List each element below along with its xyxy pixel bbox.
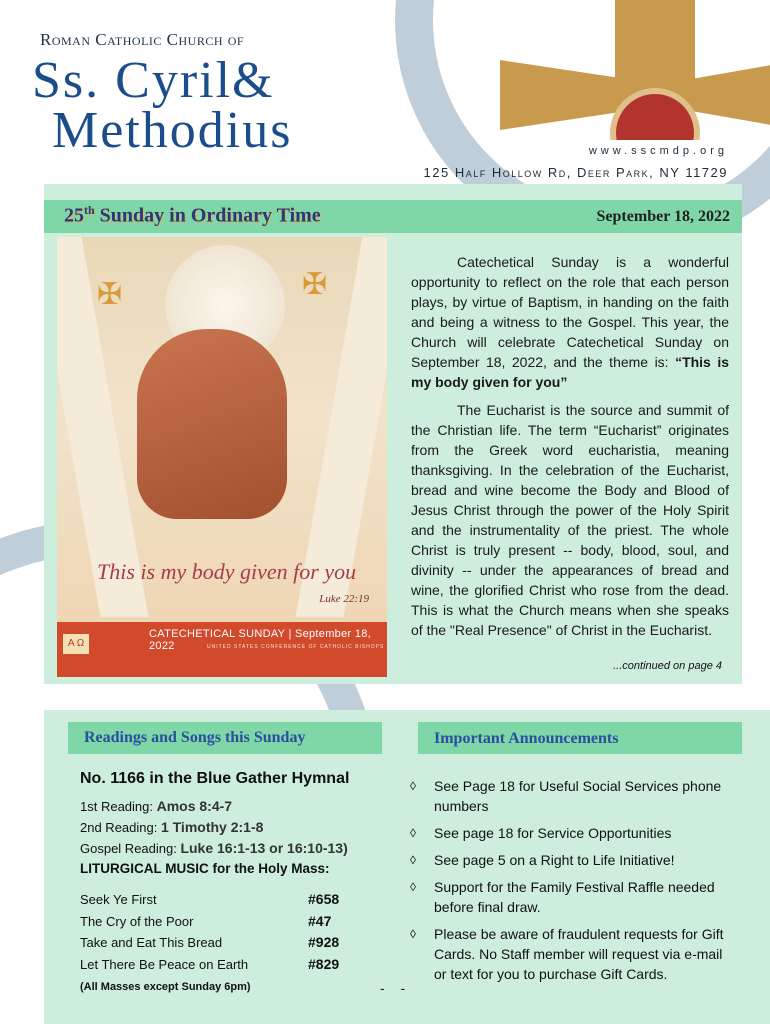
decorative-cross (440, 0, 770, 140)
feature-article (411, 252, 729, 640)
readings-section (80, 770, 380, 993)
diamond-bullet-icon: ◊ (410, 880, 416, 894)
poster-band-title: CATECHETICAL SUNDAY | September 18, 2022 (149, 628, 372, 652)
diamond-bullet-icon: ◊ (410, 853, 416, 867)
announcement-item: ◊ Support for the Family Festival Raffle needed before final draw. (410, 879, 715, 915)
church-name-line2: Methodius (52, 102, 293, 159)
song-row: Let There Be Peace on Earth #829 (80, 955, 340, 972)
contact-block (424, 145, 728, 180)
cross-ornament-icon: ✠ (302, 268, 328, 301)
church-subtitle: Roman Catholic Church of (40, 30, 245, 49)
masthead (32, 30, 420, 159)
article-paragraph: The Eucharist is the source and summit of the Christian life. The term “Eucharist” originates from the Greek word eucharistia, meaning thanksgiving. In the celebration of the Eucharist, bread and wine become the Body and Blood of Jesus Christ through the power of the Holy Spirit and the instrumentality of the priest. The whole Christ is truly present -- body, blood, soul, and divinity -- under the appearances of bread and wine, the glorified Christ who rose from the dead. This is what the Church means when she speaks of the "Real Presence" of Christ in the Eucharist. (411, 402, 729, 638)
poster-band (57, 622, 387, 677)
article-paragraph: Catechetical Sunday is a wonderful opportunity to reflect on the role that each person plays, by virtue of Baptism, in handing on the faith and being a witness to the Gospel. This year, the Church will celebrate Catechetical Sunday on September 18, 2022, and the theme is: “This is my body given for you” (411, 254, 729, 390)
poster-band-sub: UNITED STATES CONFERENCE OF CATHOLIC BISHOPS (207, 644, 385, 650)
website-link[interactable]: www.sscmdp.org (588, 145, 728, 157)
hymnal-number: No. 1166 in the Blue Gather Hymnal (80, 770, 350, 787)
cross-ornament-icon: ✠ (97, 278, 123, 311)
church-name-line1: Ss. Cyril& (32, 52, 275, 109)
announcement-item: ◊ See page 5 on a Right to Life Initiative! (410, 852, 675, 868)
alpha-omega-logo: A Ω (63, 634, 89, 654)
announcement-item: ◊ See Page 18 for Useful Social Services phone numbers (410, 778, 722, 814)
diamond-bullet-icon: ◊ (410, 779, 416, 793)
first-reading: 1st Reading: Amos 8:4-7 (80, 798, 233, 814)
diamond-bullet-icon: ◊ (410, 826, 416, 840)
song-row: Seek Ye First #658 (80, 891, 340, 907)
poster-quote: This is my body given for you (97, 559, 357, 584)
page-marker: - - (380, 980, 412, 996)
issue-date: September 18, 2022 (596, 208, 730, 225)
announcement-item: ◊ Please be aware of fraudulent requests for Gift Cards. No Staff member will request via e-mail or text for you to purchase Gift Cards. (410, 926, 724, 982)
song-row: The Cry of the Poor #47 (80, 912, 332, 929)
gospel-reading: Gospel Reading: Luke 16:1-13 or 16:10-13) (80, 840, 348, 856)
diamond-bullet-icon: ◊ (410, 927, 416, 941)
poster-citation: Luke 22:19 (319, 593, 369, 605)
masses-note: (All Masses except Sunday 6pm) (80, 981, 251, 993)
praying-hands (137, 329, 287, 519)
feature-header (44, 200, 742, 233)
second-reading: 2nd Reading: 1 Timothy 2:1-8 (80, 819, 264, 835)
song-row: Take and Eat This Bread #928 (80, 934, 340, 950)
sunday-title: 25th Sunday in Ordinary Time (64, 203, 321, 227)
music-title: LITURGICAL MUSIC for the Holy Mass: (80, 861, 330, 876)
readings-header: Readings and Songs this Sunday (68, 722, 382, 754)
continued-note[interactable]: ...continued on page 4 (613, 660, 722, 672)
announcement-item: ◊ See page 18 for Service Opportunities (410, 825, 672, 841)
announcements-list (410, 776, 735, 991)
church-address: 125 Half Hollow Rd, Deer Park, NY 11729 (423, 165, 728, 180)
catechetical-sunday-poster (57, 237, 387, 677)
announcements-header: Important Announcements (418, 722, 742, 754)
